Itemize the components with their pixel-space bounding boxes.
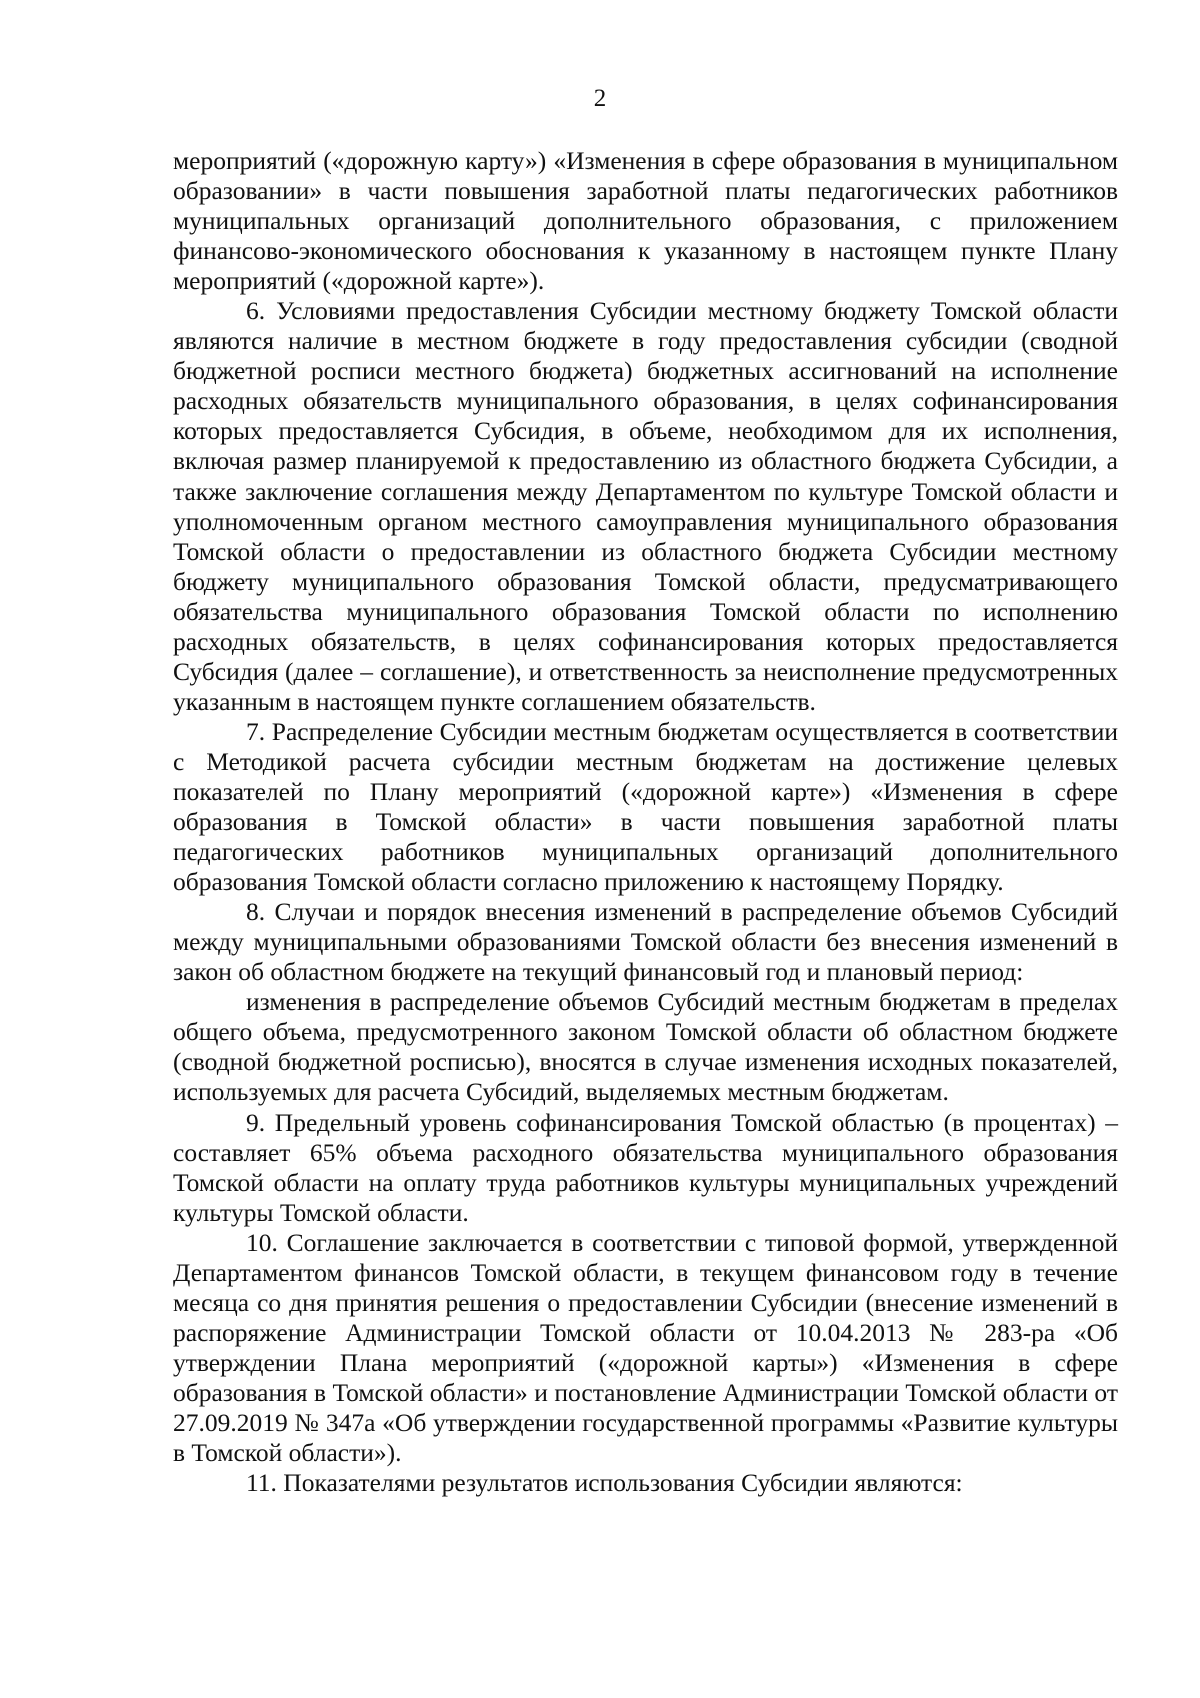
paragraph-continuation: мероприятий («дорожную карту») «Изменения в сфере образования в муниципальном образовании» в части повышения заработной платы педагогических работников муниципальных организаций дополнительного образования, с приложением финансово-экономического обоснования к указанному в настоящем пункте Плану мероприятий («дорожной карте»). [173,146,1118,296]
page-number: 2 [593,85,607,112]
paragraph-item-11: 11. Показателями результатов использования Субсидии являются: [246,1468,963,1498]
paragraph-item-6: 6. Условиями предоставления Субсидии местному бюджету Томской области являются наличие в местном бюджете в году предоставления субсидии (сводной бюджетной росписи местного бюджета) бюджетных ассигнований на исполнение расходных обязательств муниципального образования, в целях софинансирования которых предоставляется Субсидия, в объеме, необходимом для их исполнения, включая размер планируемой к предоставлению из областного бюджета Субсидии, а также заключение соглашения между Департаментом по культуре Томской области и уполномоченным органом местного самоуправления муниципального образования Томской области о предоставлении из областного бюджета Субсидии местному бюджету муниципального образования Томской области, предусматривающего обязательства муниципального образования Томской области по исполнению расходных обязательств, в целях софинансирования которых предоставляется Субсидия (далее – соглашение), и ответственность за неисполнение предусмотренных указанным в настоящем пункте соглашением обязательств. [173,296,1118,716]
document-body [173,146,1118,1498]
paragraph-item-10: 10. Соглашение заключается в соответствии с типовой формой, утвержденной Департаментом финансов Томской области, в текущем финансовом году в течение месяца со дня принятия решения о предоставлении Субсидии (внесение изменений в распоряжение Администрации Томской области от 10.04.2013 № 283-ра «Об утверждении Плана мероприятий («дорожной карты») «Изменения в сфере образования в Томской области» и постановление Администрации Томской области от 27.09.2019 № 347а «Об утверждении государственной программы «Развитие культуры в Томской области»). [173,1227,1118,1468]
paragraph-item-8: 8. Случаи и порядок внесения изменений в распределение объемов Субсидий между муниципальными образованиями Томской области без внесения изменений в закон об областном бюджете на текущий финансовый год и плановый период: [173,897,1118,987]
paragraph-item-8-detail: изменения в распределение объемов Субсидий местным бюджетам в пределах общего объема, предусмотренного законом Томской области об областном бюджете (сводной бюджетной росписью), вносятся в случае изменения исходных показателей, используемых для расчета Субсидий, выделяемых местным бюджетам. [173,987,1118,1107]
paragraph-item-7: 7. Распределение Субсидии местным бюджетам осуществляется в соответствии с Методикой расчета субсидии местным бюджетам на достижение целевых показателей по Плану мероприятий («дорожной карте») «Изменения в сфере образования в Томской области» в части повышения заработной платы педагогических работников муниципальных организаций дополнительного образования Томской области согласно приложению к настоящему Порядку. [173,716,1118,897]
paragraph-item-9: 9. Предельный уровень софинансирования Томской областью (в процентах) – составляет 65% объема расходного обязательства муниципального образования Томской области на оплату труда работников культуры муниципальных учреждений культуры Томской области. [173,1107,1118,1227]
